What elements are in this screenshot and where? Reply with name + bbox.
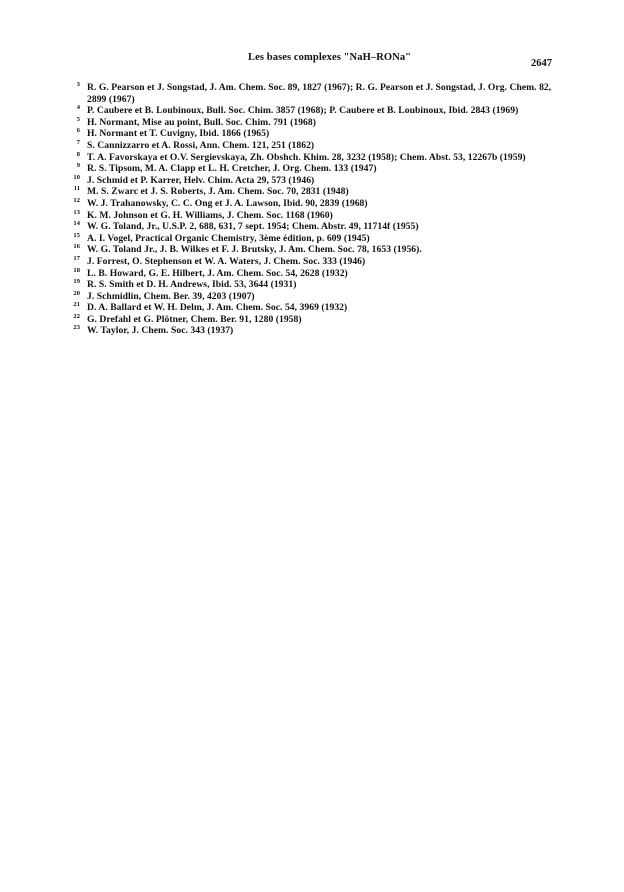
reference-text: J. Schmidlin, Chem. Ber. 39, 4203 (1907) (87, 290, 255, 302)
reference-item (60, 279, 560, 291)
reference-item (60, 140, 560, 152)
reference-number: 11 (73, 185, 80, 193)
reference-number: 12 (73, 196, 80, 204)
reference-text: A. I. Vogel, Practical Organic Chemistry, 3ème édition, p. 609 (1945) (87, 232, 370, 244)
reference-number: 10 (73, 173, 80, 181)
reference-number: 7 (76, 138, 80, 146)
reference-item (60, 82, 560, 105)
reference-item (60, 314, 560, 326)
reference-item (60, 210, 560, 222)
reference-number: 3 (76, 81, 80, 88)
reference-text: W. J. Trahanowsky, C. C. Ong et J. A. Lawson, Ibid. 90, 2839 (1968) (87, 197, 368, 209)
reference-number: 19 (73, 278, 80, 286)
reference-number: 8 (76, 150, 80, 158)
reference-item (60, 105, 560, 117)
reference-text: J. Forrest, O. Stephenson et W. A. Waters, J. Chem. Soc. 333 (1946) (87, 255, 366, 267)
reference-number: 4 (76, 104, 80, 112)
reference-number: 20 (73, 289, 80, 297)
reference-number: 21 (73, 301, 80, 309)
reference-number: 22 (73, 312, 80, 320)
reference-item (60, 325, 560, 337)
reference-text: W. G. Toland Jr., J. B. Wilkes et F. J. Brutsky, J. Am. Chem. Soc. 78, 1653 (1956). (87, 244, 422, 256)
reference-item (60, 186, 560, 198)
reference-number: 9 (76, 162, 80, 170)
reference-item (60, 291, 560, 303)
running-header (0, 52, 624, 68)
reference-text: T. A. Favorskaya et O.V. Sergievskaya, Zh. Obshch. Khim. 28, 3232 (1958); Chem. Abst. 53, 12267b (1959) (87, 151, 526, 163)
reference-text: H. Normant, Mise au point, Bull. Soc. Chim. 791 (1968) (87, 116, 316, 128)
reference-item (60, 175, 560, 187)
reference-item (60, 268, 560, 280)
reference-text: K. M. Johnson et G. H. Williams, J. Chem. Soc. 1168 (1960) (87, 209, 333, 221)
reference-item (60, 233, 560, 245)
reference-number: 15 (73, 231, 80, 239)
reference-item (60, 152, 560, 164)
reference-number: 5 (76, 115, 80, 123)
reference-text: D. A. Ballard et W. H. Delm, J. Am. Chem. Soc. 54, 3969 (1932) (87, 302, 348, 314)
reference-item (60, 244, 560, 256)
reference-number: 23 (73, 324, 80, 332)
reference-item (60, 128, 560, 140)
reference-item (60, 117, 560, 129)
reference-text: R. G. Pearson et J. Songstad, J. Am. Chem. Soc. 89, 1827 (1967); R. G. Pearson et J. Songstad, J. Org. Chem. 82, 2899 (1967) (87, 82, 554, 105)
reference-number: 16 (73, 243, 80, 251)
reference-text: W. Taylor, J. Chem. Soc. 343 (1937) (87, 325, 234, 337)
reference-number: 18 (73, 266, 80, 274)
page-number: 2647 (531, 58, 552, 69)
reference-item (60, 256, 560, 268)
reference-text: L. B. Howard, G. E. Hilbert, J. Am. Chem. Soc. 54, 2628 (1932) (87, 267, 348, 279)
reference-item (60, 221, 560, 233)
running-title: Les bases complexes "NaH–RONa" (248, 52, 412, 63)
reference-text: P. Caubere et B. Loubinoux, Bull. Soc. Chim. 3857 (1968); P. Caubere et B. Loubinoux, Ibid. 2843 (1969) (87, 105, 519, 117)
reference-text: J. Schmid et P. Karrer, Helv. Chim. Acta 29, 573 (1946) (87, 174, 315, 186)
reference-text: R. S. Smith et D. H. Andrews, Ibid. 53, 3644 (1931) (87, 279, 297, 291)
reference-list (60, 82, 560, 337)
reference-text: H. Normant et T. Cuvigny, Ibid. 1866 (1965) (87, 128, 270, 140)
reference-item (60, 198, 560, 210)
reference-text: G. Drefahl et G. Plötner, Chem. Ber. 91, 1280 (1958) (87, 313, 302, 325)
reference-number: 6 (76, 127, 80, 135)
reference-text: M. S. Zwarc et J. S. Roberts, J. Am. Chem. Soc. 70, 2831 (1948) (87, 186, 349, 198)
reference-text: S. Cannizzarro et A. Rossi, Ann. Chem. 121, 251 (1862) (87, 139, 315, 151)
reference-number: 13 (73, 208, 80, 216)
reference-text: R. S. Tipsom, M. A. Clapp et L. H. Cretcher, J. Org. Chem. 133 (1947) (87, 163, 377, 175)
reference-item (60, 302, 560, 314)
reference-number: 14 (73, 220, 80, 228)
reference-item (60, 163, 560, 175)
reference-number: 17 (73, 254, 80, 262)
reference-text: W. G. Toland, Jr., U.S.P. 2, 688, 631, 7 sept. 1954; Chem. Abstr. 49, 11714f (1955) (87, 221, 419, 233)
